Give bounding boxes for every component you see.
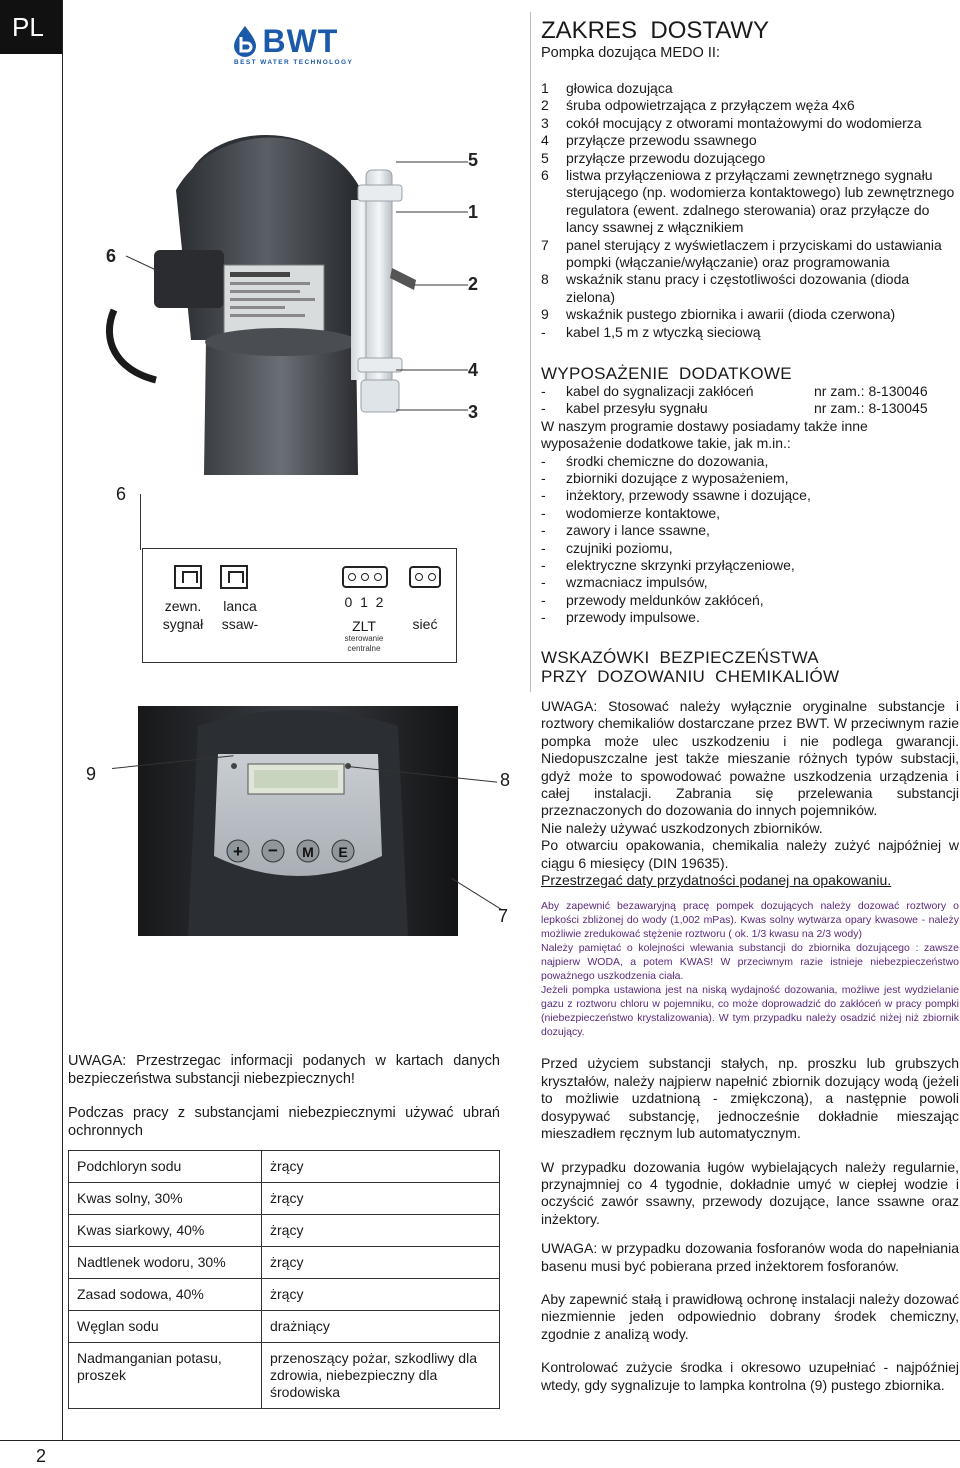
delivery-item	[541, 324, 959, 341]
table-row	[69, 1311, 500, 1343]
language-tab: PL	[0, 0, 62, 54]
mains-socket-icon	[409, 566, 441, 588]
substance-name: Węglan sodu	[69, 1311, 262, 1343]
accessory-list-item	[541, 487, 959, 504]
delivery-item	[541, 306, 959, 323]
ext-signal-label: zewn. sygnał	[162, 598, 204, 632]
accessory-list-item	[541, 505, 959, 522]
callout-5: 5	[468, 150, 479, 170]
item-dash: -	[541, 557, 546, 574]
accessory-list-item	[541, 574, 959, 591]
item-dash: -	[541, 504, 546, 521]
substance-hazard: żrący	[262, 1279, 500, 1311]
delivery-item	[541, 80, 959, 97]
safety-paragraph-8: Aby zapewnić stałą i prawidłową ochronę instalacji należy dozować niezmiennie jeden odpowiednio dobrany środek chemiczny, zgodnie z analizą wody.	[541, 1290, 959, 1342]
accessory-list-item	[541, 453, 959, 470]
item-text: inżektory, przewody ssawne i dozujące,	[566, 487, 811, 504]
safety-paragraph-6: W przypadku dozowania ługów wybielających należy regularnie, przynajmniej co 4 tygodnie, dokładnie umyć w ciepłej wodzie i oczyścić zawór ssawny, przewody dozujące, lance ssawne oraz inżektory.	[541, 1158, 959, 1227]
order-number: nr zam.: 8-130046	[814, 383, 928, 399]
table-row	[69, 1279, 500, 1311]
item-dash: -	[541, 591, 546, 608]
safety-paragraph-7: UWAGA: w przypadku dozowania fosforanów woda do napełniania basenu musi być pobierana przed inżektorem fosforanów.	[541, 1240, 959, 1274]
item-text: zbiorniki dozujące z wyposażeniem,	[566, 470, 789, 487]
pin-icon	[428, 573, 436, 581]
safety-paragraph-3: Po otwarciu opakowania, chemikalia należy zużyć najpóźniej w ciągu 6 miesięcy (DIN 19635).	[541, 837, 959, 871]
item-dash: -	[541, 452, 546, 469]
pin-icon	[374, 573, 382, 581]
table-row	[69, 1183, 500, 1215]
substance-name: Nadmanganian potasu, proszek	[69, 1343, 262, 1409]
accessory-items	[541, 383, 959, 418]
item-text: wskaźnik stanu pracy i częstotliwości dozowania (dioda zielona)	[566, 271, 910, 305]
delivery-item	[541, 237, 959, 272]
item-dash: -	[541, 470, 546, 487]
substance-hazard: żrący	[262, 1247, 500, 1279]
safety-paragraph-4: Przestrzegać daty przydatności podanej na opakowaniu.	[541, 872, 892, 889]
item-text: zawory i lance ssawne,	[566, 522, 710, 539]
item-text: wodomierze kontaktowe,	[566, 504, 721, 521]
panel-number: 7	[498, 906, 509, 926]
delivery-item	[541, 167, 959, 237]
delivery-item	[541, 132, 959, 149]
protective-clothing-note: Podczas pracy z substancjami niebezpiecznymi używać ubrań ochronnych	[68, 1105, 500, 1139]
connector-panel	[142, 548, 457, 663]
callout-6: 6	[106, 246, 117, 266]
led-green-number: 8	[500, 770, 511, 790]
delivery-item	[541, 271, 959, 306]
svg-text:M: M	[302, 844, 314, 860]
accessory-list-item	[541, 592, 959, 609]
accessories-intro: W naszym programie dostawy posiadamy także inne wyposażenie dodatkowe takie, jak m.in.:	[541, 417, 868, 452]
item-text: czujniki poziomu,	[566, 539, 673, 556]
item-number: 5	[541, 149, 549, 166]
item-text: cokół mocujący z otworami montażowymi do wodomierza	[566, 114, 922, 131]
logo-tagline: BEST WATER TECHNOLOGY	[234, 59, 354, 66]
ext-signal-socket-icon	[174, 565, 202, 589]
connector-panel-number: 6	[116, 484, 127, 504]
accessory-name: kabel przesyłu sygnału	[566, 400, 708, 417]
substance-name: Kwas siarkowy, 40%	[69, 1215, 262, 1247]
item-dash: -	[541, 522, 546, 539]
svg-text:E: E	[338, 844, 348, 860]
safety-section	[541, 648, 959, 1394]
page-number: 2	[36, 1446, 47, 1466]
accessory-item	[541, 383, 959, 400]
item-dash: -	[541, 609, 546, 626]
item-number: 4	[541, 132, 549, 149]
hazardous-substances-table	[68, 1150, 500, 1409]
substance-hazard: żrący	[262, 1151, 500, 1183]
pin-icon	[348, 573, 356, 581]
control-panel-photo	[138, 706, 458, 936]
substance-name: Kwas solny, 30%	[69, 1183, 262, 1215]
item-number: 8	[541, 271, 549, 288]
table-row	[69, 1151, 500, 1183]
substance-hazard: przenoszący pożar, szkodliwy dla zdrowia, niebezpieczny dla środowiska	[262, 1343, 500, 1409]
table-row	[69, 1215, 500, 1247]
safety-paragraph-1: UWAGA: Stosować należy wyłącznie oryginalne substancje i roztwory chemikaliów dostarczane przez BWT. W przeciwnym razie pompka może ulec uszkodzeniu i nie podlega gwarancji. Niedopuszczalne jest także mieszanie różnych typów substacji, gdyż może to spowodować poważne uszkodzenia urządzenia i całej instalacji. Zabrania się przelewania substancji przeznaczonych do dozowania do innych pojemników.	[541, 698, 959, 819]
delivery-item	[541, 97, 959, 114]
item-text: głowica dozująca	[566, 80, 673, 96]
item-text: wskaźnik pustego zbiornika i awarii (dioda czerwona)	[566, 306, 896, 323]
item-text: panel sterujący z wyświetlaczem i przyciskami do ustawiania pompki (włączanie/wyłączanie) oraz programowania	[566, 236, 942, 271]
lance-label: lanca ssaw-	[221, 598, 259, 632]
item-text: przewody meldunków zakłóceń,	[566, 591, 764, 608]
led-red-number: 9	[86, 764, 97, 784]
safety-small-note-2: Należy pamiętać o kolejności wlewania substancji do zbiornika dozującego : zawsze najpierw WODA, a potem KWAS! W przeciwnym razie istnieje niebezpieczeństwo poważnego uszkodzenia ciała.	[541, 942, 959, 983]
callout-4: 4	[468, 360, 479, 380]
safety-small-note-3: Jeżeli pompka ustawiona jest na niską wydajność dozowania, możliwe jest wydzielanie gazu z roztworu chloru w pojemniku, co może doprowadzić do zakłóceń w pracy pompki (niebezpieczeństwo krystalizowania). W tym przypadku należy osadzić niżej niż zbiornik dozujący.	[541, 984, 959, 1039]
delivery-title: ZAKRES DOSTAWY	[541, 17, 770, 44]
substance-hazard: drażniący	[262, 1311, 500, 1343]
accessory-list-item	[541, 470, 959, 487]
item-dash: -	[541, 400, 546, 417]
accessory-item	[541, 400, 959, 417]
item-number: 2	[541, 97, 549, 114]
substance-name: Zasad sodowa, 40%	[69, 1279, 262, 1311]
accessory-list-item	[541, 609, 959, 626]
lance-socket-icon	[220, 565, 248, 589]
substance-name: Nadtlenek wodoru, 30%	[69, 1247, 262, 1279]
delivery-item	[541, 115, 959, 132]
item-text: listwa przyłączeniowa z przyłączami zewnętrznego sygnału sterującego (np. wodomierza kontaktowego) lub zewnętrznego regulatora (ewent. zdalnego sterowania) oraz przyłącze do lancy ssawnej z włącznikiem	[566, 167, 955, 236]
item-dash: -	[541, 383, 546, 399]
safety-title-line2: PRZY DOZOWANIU CHEMIKALIÓW	[541, 667, 840, 686]
item-dash: -	[541, 574, 546, 591]
mains-label: sieć	[412, 616, 438, 632]
svg-text:+: +	[233, 842, 243, 861]
item-text: środki chemiczne do dozowania,	[566, 452, 769, 469]
accessory-list-item	[541, 522, 959, 539]
delivery-section	[541, 18, 959, 341]
panel7-leader-line	[451, 878, 502, 911]
item-number: 1	[541, 80, 549, 96]
column-divider	[530, 12, 531, 692]
table-row	[69, 1343, 500, 1409]
callout-3: 3	[468, 402, 479, 422]
substance-hazard: żrący	[262, 1183, 500, 1215]
table-row	[69, 1247, 500, 1279]
callout-2: 2	[468, 274, 479, 294]
item-text: wzmacniacz impulsów,	[566, 574, 708, 591]
pin-icon	[415, 573, 423, 581]
svg-text:−: −	[268, 841, 278, 860]
accessory-list-item	[541, 557, 959, 574]
zlt-label: ZLT	[352, 618, 376, 634]
accessories-section	[541, 364, 959, 627]
accessory-list-item	[541, 540, 959, 557]
item-text: przyłącze przewodu ssawnego	[566, 132, 757, 149]
zlt-caption: sterowanie centralne	[344, 634, 384, 653]
item-text: przewody impulsowe.	[566, 609, 700, 626]
item-text: elektryczne skrzynki przyłączeniowe,	[566, 557, 795, 574]
zlt-numbers: 0 1 2	[344, 594, 384, 610]
footer-rule	[0, 1440, 960, 1441]
bwt-logo	[232, 23, 354, 66]
delivery-subtitle: Pompka dozująca MEDO II:	[541, 45, 720, 61]
order-number: nr zam.: 8-130045	[814, 400, 928, 417]
pin-icon	[361, 573, 369, 581]
item-number: 3	[541, 114, 549, 131]
accessories-title: WYPOSAŻENIE DODATKOWE	[541, 364, 792, 383]
substance-hazard: żrący	[262, 1215, 500, 1247]
zlt-socket-icon	[342, 566, 388, 588]
safety-small-note-1: Aby zapewnić bezawaryjną pracę pompek dozujących należy dozować roztwory o lepkości zbliżonej do wody (1,002 mPas). Kwas solny wytwarza opary kwasowe - należy możliwie zredukować stężenie roztworu ( ok. 1/3 kwasu na 2/3 wody)	[541, 900, 959, 941]
substance-name: Podchloryn sodu	[69, 1151, 262, 1183]
item-number: 7	[541, 236, 549, 253]
item-number: 9	[541, 306, 549, 323]
delivery-item	[541, 150, 959, 167]
item-number: 6	[541, 167, 549, 184]
accessories-list	[541, 453, 959, 627]
safety-data-sheet-warning: UWAGA: Przestrzegac informacji podanych w kartach danych bezpieczeństwa substancji niebezpiecznych!	[68, 1053, 500, 1087]
left-margin-rule	[62, 0, 63, 1440]
safety-title-line1: WSKAZÓWKI BEZPIECZEŃSTWA	[541, 648, 819, 667]
delivery-list	[541, 80, 959, 341]
logo-wordmark: BWT	[262, 23, 339, 59]
bwt-drop-icon	[232, 25, 258, 57]
connector-leader-line	[140, 494, 141, 550]
accessory-name: kabel do sygnalizacji zakłóceń	[566, 383, 754, 399]
item-text: przyłącze przewodu dozującego	[566, 149, 766, 166]
safety-paragraph-5: Przed użyciem substancji stałych, np. proszku lub grubszych kryształów, należy najpierw napełnić zbiornik dozujący wodą (jeżeli to możliwie uzdatnioną - zmiękczoną), a następnie powoli dosypywać substancję, jednocześnie dokładnie mieszając mieszadłem ręcznym lub automatycznym.	[541, 1055, 959, 1142]
pump-photo	[96, 130, 516, 490]
callout-1: 1	[468, 202, 479, 222]
item-dash: -	[541, 539, 546, 556]
safety-paragraph-9: Kontrolować zużycie środka i okresowo uzupełniać - najpóźniej wtedy, gdy sygnalizuje to lampka kontrolna (9) pustego zbiornika.	[541, 1359, 959, 1393]
safety-paragraph-2: Nie należy używać uszkodzonych zbiorników.	[541, 819, 823, 836]
item-text: kabel 1,5 m z wtyczką sieciową	[566, 323, 761, 340]
item-dash: -	[541, 487, 546, 504]
item-number: -	[541, 323, 546, 340]
item-text: śruba odpowietrzająca z przyłączem węża 4x6	[566, 97, 855, 114]
